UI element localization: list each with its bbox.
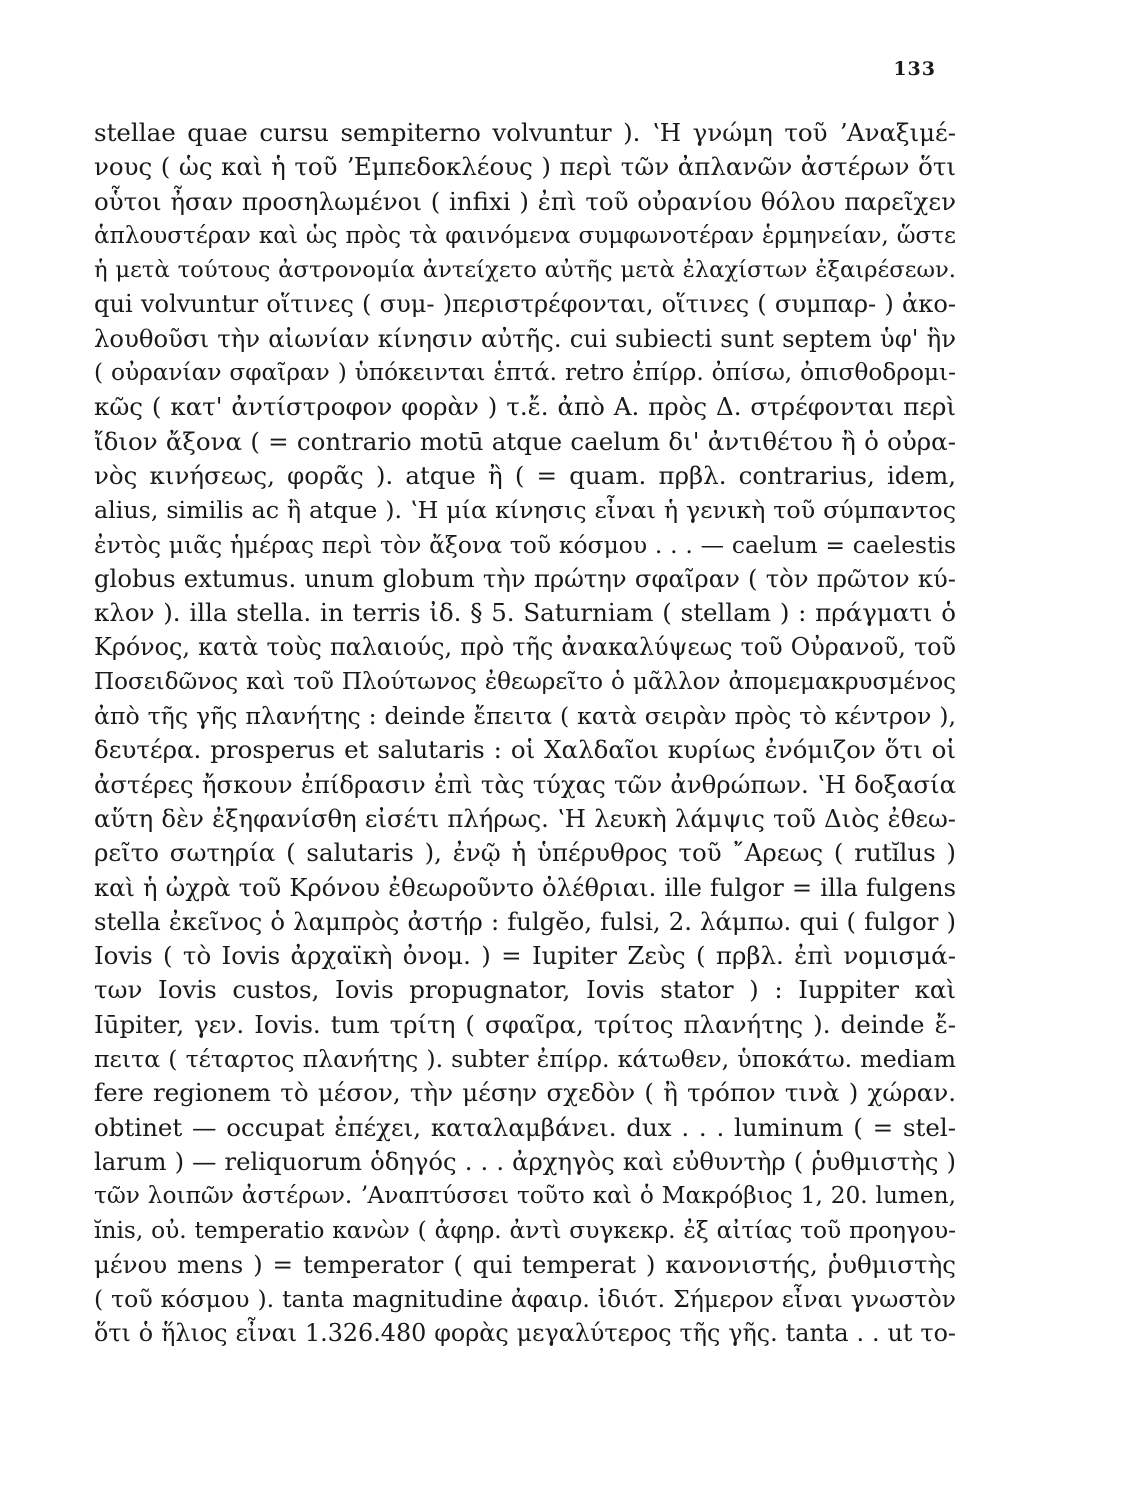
text-line: ἀστέρες ἤσκουν ἐπίδρασιν ἐπὶ τὰς τύχας τῶν ἀνθρώπων. ʽΗ δοξασία xyxy=(94,769,956,799)
text-line: κῶς ( κατ' ἀντίστροφον φορὰν ) τ.ἔ. ἀπὸ Α. πρὸς Δ. στρέφονται περὶ xyxy=(94,392,956,422)
text-line: ( τοῦ κόσμου ). tanta magnitudine ἀφαιρ. ἰδιότ. Σήμερον εἶναι γνωστὸν xyxy=(94,1285,956,1314)
text-line: stella ἐκεῖνος ὁ λαμπρὸς ἀστήρ : fulgĕo, fulsi, 2. λάμπω. qui ( fulgor ) xyxy=(94,906,956,936)
text-line: δευτέρα. prosperus et salutaris : οἱ Χαλδαῖοι κυρίως ἐνόμιζον ὅτι οἱ xyxy=(94,735,956,765)
text-line: ἀπὸ τῆς γῆς πλανήτης : deinde ἔπειτα ( κατὰ σειρὰν πρὸς τὸ κέντρον ), xyxy=(94,702,956,731)
page-number: 133 xyxy=(893,58,936,80)
text-line: πειτα ( τέταρτος πλανήτης ). subter ἐπίρρ. κάτωθεν, ὑποκάτω. mediam xyxy=(94,1045,956,1074)
commentary-text xyxy=(94,116,956,1351)
text-line: ( οὐρανίαν σφαῖραν ) ὑπόκεινται ἑπτά. retro ἐπίρρ. ὀπίσω, ὀπισθοδρομι- xyxy=(94,359,957,387)
text-line: ἐντὸς μιᾶς ἡμέρας περὶ τὸν ἄξονα τοῦ κόσμου . . . — caelum = caelestis xyxy=(94,530,956,559)
text-line: των Iovis custos, Iovis propugnator, Iovis stator ) : Iuppiter καὶ xyxy=(94,975,956,1005)
text-line: νὸς κινήσεως, φορᾶς ). atque ἢ ( = quam. πρβλ. contrarius, idem, xyxy=(94,460,956,490)
text-line: ἴδιον ἄξονα ( = contrario motū atque caelum δι' ἀντιθέτου ἢ ὁ οὐρα- xyxy=(94,426,956,456)
text-line: οὗτοι ἦσαν προσηλωμένοι ( infixi ) ἐπὶ τοῦ οὐρανίου θόλου παρεῖχεν xyxy=(94,186,956,216)
text-line: νους ( ὡς καὶ ἡ τοῦ ʼΕμπεδοκλέους ) περὶ τῶν ἀπλανῶν ἀστέρων ὅτι xyxy=(94,152,956,182)
text-line: obtinet — occupat ἐπέχει, καταλαμβάνει. dux . . . luminum ( = stel- xyxy=(94,1112,956,1142)
text-line: Ποσειδῶνος καὶ τοῦ Πλούτωνος ἐθεωρεῖτο ὁ μᾶλλον ἀπομεμακρυσμένος xyxy=(94,668,956,695)
text-line: τῶν λοιπῶν ἀστέρων. ʼΑναπτύσσει τοῦτο καὶ ὁ Μακρόβιος 1, 20. lumen, xyxy=(94,1182,956,1210)
text-line: αὕτη δὲν ἐξηφανίσθη εἰσέτι πλήρως. ʽΗ λευκὴ λάμψις τοῦ Διὸς ἐθεω- xyxy=(94,803,956,833)
text-line: καὶ ἡ ὠχρὰ τοῦ Κρόνου ἐθεωροῦντο ὀλέθριαι. ille fulgor = illa fulgens xyxy=(94,873,956,902)
text-line: stellae quae cursu sempiterno volvuntur ). ʽΗ γνώμη τοῦ ʼΑναξιμέ- xyxy=(94,118,956,147)
text-line: larum ) — reliquorum ὁδηγός . . . ἀρχηγὸς καὶ εὐθυντὴρ ( ῥυθμιστὴς ) xyxy=(94,1146,956,1176)
text-line: Κρόνος, κατὰ τοὺς παλαιούς, πρὸ τῆς ἀνακαλύψεως τοῦ Οὐρανοῦ, τοῦ xyxy=(94,633,956,662)
text-line: ἁπλουστέραν καὶ ὡς πρὸς τὰ φαινόμενα συμφωνοτέραν ἑρμηνείαν, ὥστε xyxy=(94,222,956,249)
text-line: globus extumus. unum globum τὴν πρώτην σφαῖραν ( τὸν πρῶτον κύ- xyxy=(94,563,956,593)
text-line: qui volvuntur οἵτινες ( συμ- )περιστρέφονται, οἵτινες ( συμπαρ- ) ἀκο- xyxy=(94,290,956,319)
text-line: ĭnis, οὐ. temperatio κανὼν ( ἀφηρ. ἀντὶ συγκεκρ. ἐξ αἰτίας τοῦ προηγου- xyxy=(94,1216,956,1244)
text-line: ρεῖτο σωτηρία ( salutaris ), ἐνῷ ἡ ὑπέρυθρος τοῦ ῎Αρεως ( rutĭlus ) xyxy=(94,838,956,868)
text-line: alius, similis ac ἢ atque ). ʽΗ μία κίνησις εἶναι ἡ γενικὴ τοῦ σύμπαντος xyxy=(94,496,956,525)
text-line: Iovis ( τὸ Iovis ἀρχαϊκὴ ὀνομ. ) = Iupiter Ζεὺς ( πρβλ. ἐπὶ νομισμά- xyxy=(94,941,956,971)
text-line: ἡ μετὰ τούτους ἀστρονομία ἀντείχετο αὐτῆς μετὰ ἐλαχίστων ἐξαιρέσεων. xyxy=(94,257,956,284)
text-line: ὅτι ὁ ἥλιος εἶναι 1.326.480 φορὰς μεγαλύτερος τῆς γῆς. tanta . . ut το- xyxy=(94,1319,956,1348)
text-line: fere regionem τὸ μέσον, τὴν μέσην σχεδὸν ( ἢ τρόπον τινὰ ) χώραν. xyxy=(94,1078,956,1108)
text-line: κλον ). illa stella. in terris ἰδ. § 5. Saturniam ( stellam ) : πράγματι ὁ xyxy=(94,598,956,628)
text-line: Iūpiter, γεν. Iovis. tum τρίτη ( σφαῖρα, τρίτος πλανήτης ). deinde ἔ- xyxy=(94,1009,956,1039)
text-line: λουθοῦσι τὴν αἰωνίαν κίνησιν αὐτῆς. cui subiecti sunt septem ὑφ' ἣν xyxy=(94,323,956,353)
text-line: μένου mens ) = temperator ( qui temperat ) κανονιστής, ῥυθμιστὴς xyxy=(94,1249,956,1279)
